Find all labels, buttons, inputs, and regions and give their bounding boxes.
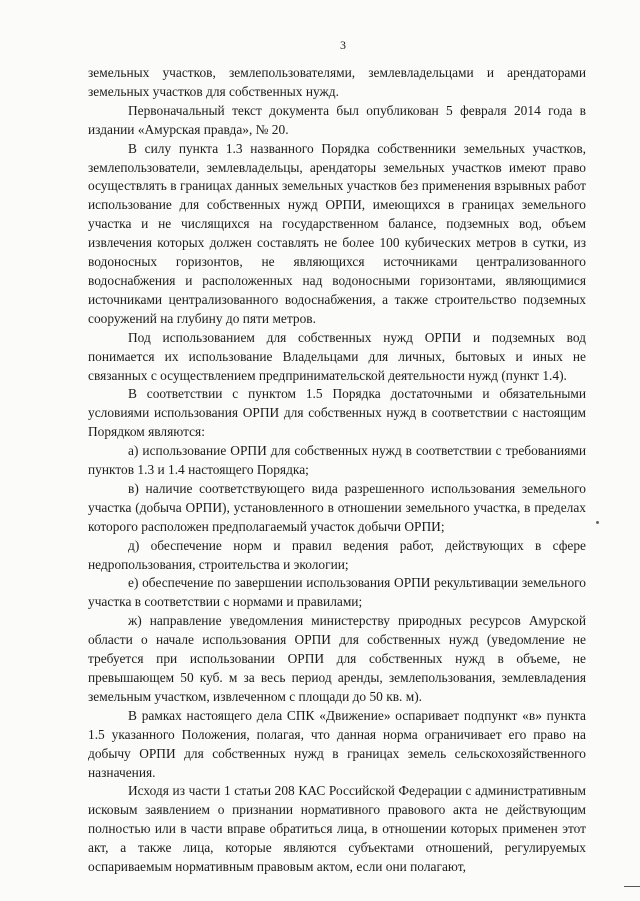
paragraph-clause-1-3: В силу пункта 1.3 названного Порядка собственники земельных участков, землепользователи, землевладельцы, арендаторы земельных участков имеют право осуществлять в границах данных земельных участков без применения взрывных работ использование для собственных нужд ОРПИ, имеющихся в границах земельного участка и не числящихся на государственном балансе, подземных вод, объем извлечения которых должен составлять не более 100 кубических метров в сутки, из водоносных горизонтов, не являющихся источниками централизованного водоснабжения и расположенных над водоносными горизонтами, являющимися источниками централизованного водоснабжения, а также строительство подземных сооружений на глубину до пяти метров.	[88, 140, 586, 326]
paragraph-clause-1-4: Под использованием для собственных нужд ОРПИ и подземных вод понимается их использование Владельцами для личных, бытовых и иных не связанных с осуществлением предпринимательской деятельности нужд (пункт 1.4).	[88, 329, 586, 383]
paragraph-dispute: В рамках настоящего дела СПК «Движение» оспаривает подпункт «в» пункта 1.5 указанного Положения, полагая, что данная норма ограничивает его право на добычу ОРПИ для собственных нужд в границах земель сельскохозяйственного назначения.	[88, 707, 586, 780]
list-item-a: а) использование ОРПИ для собственных нужд в соответствии с требованиями пунктов 1.3 и 1.4 настоящего Порядка;	[88, 443, 586, 478]
list-item-zh: ж) направление уведомления министерству природных ресурсов Амурской области о начале использования ОРПИ для собственных нужд (уведомление не требуется при использовании ОРПИ для собственных нужд в объеме, не превышающем 50 куб. м за весь период аренды, землепользования, землевладения земельным участком, извлеченном с площади до 50 кв. м).	[88, 613, 586, 704]
page-number: 3	[340, 38, 346, 52]
paragraph-clause-1-5: В соответствии с пунктом 1.5 Порядка достаточными и обязательными условиями использования ОРПИ для собственных нужд в соответствии с настоящим Порядком являются:	[88, 386, 586, 440]
document-body	[88, 64, 586, 877]
list-item-v: в) наличие соответствующего вида разрешенного использования земельного участка (добыча ОРПИ), установленного в отношении земельного участка, в пределах которого расположен предполагаемый участок добычи ОРПИ;	[88, 480, 586, 534]
scan-speck	[596, 521, 599, 524]
paragraph-continuation: земельных участков, землепользователями, землевладельцами и арендаторами земельных участков для собственных нужд.	[88, 65, 586, 99]
list-item-d: д) обеспечение норм и правил ведения работ, действующих в сфере недропользования, строительства и экологии;	[88, 537, 586, 572]
paragraph-article-208: Исходя из части 1 статьи 208 КАС Российской Федерации с административным исковым заявлением о признании нормативного правового акта не действующим полностью или в части вправе обратиться лица, в отношении которых применен этот акт, а также лица, которые являются субъектами отношений, регулируемых оспариваемым нормативным правовым актом, если они полагают,	[88, 783, 586, 875]
list-item-e: е) обеспечение по завершении использования ОРПИ рекультивации земельного участка в соответствии с нормами и правилами;	[88, 575, 586, 610]
paragraph-publication: Первоначальный текст документа был опубликован 5 февраля 2014 года в издании «Амурская правда», № 20.	[88, 102, 586, 137]
scan-edge-mark	[624, 886, 640, 887]
